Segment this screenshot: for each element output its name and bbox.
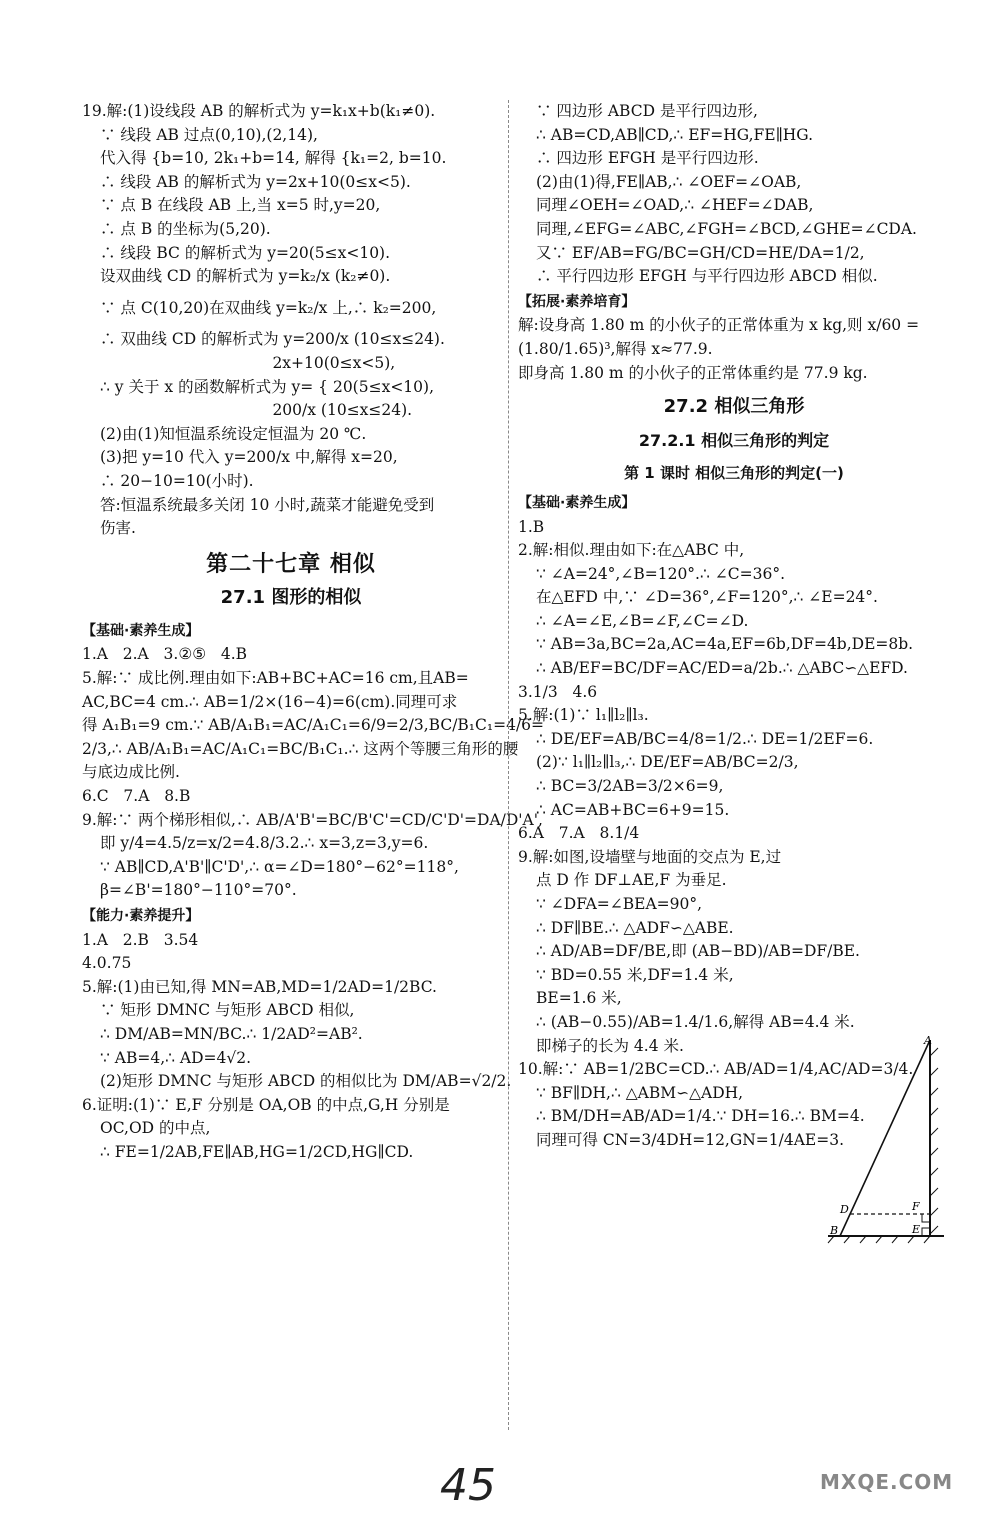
text-line: ∵ AB=3a,BC=2a,AC=4a,EF=6b,DF=4b,DE=8b. (536, 635, 914, 654)
text-line: ∴ y 关于 x 的函数解析式为 y= { 20(5≤x<10), (100, 377, 434, 396)
text-line: 9.解:如图,设墙壁与地面的交点为 E,过 (518, 847, 782, 866)
subsection-label: 【拓展·素养培育】 (518, 293, 636, 310)
right-angle-e (922, 1228, 930, 1236)
spacer (82, 320, 500, 328)
subsection-label: 【基础·素养生成】 (518, 494, 636, 511)
text-line: 1.A 2.A 3.②⑤ 4.B (82, 645, 248, 664)
text-line: ∵ 线段 AB 过点(0,10),(2,14), (100, 125, 318, 144)
section-heading: 第 1 课时 相似三角形的判定(一) (624, 464, 844, 483)
section-heading: 第二十七章 相似 (206, 551, 376, 577)
text-line: 2.解:相似.理由如下:在△ABC 中, (518, 541, 745, 560)
text-line: 同理,∠EFG=∠ABC,∠FGH=∠BCD,∠GHE=∠CDA. (536, 219, 917, 238)
label-b: B (830, 1224, 839, 1237)
text-line: 同理可得 CN=3/4DH=12,GN=1/4AE=3. (536, 1130, 845, 1149)
text-line: 10.解:∵ AB=1/2BC=CD.∴ AB/AD=1/4,AC/AD=3/4. (518, 1060, 914, 1079)
text-line: 得 A₁B₁=9 cm.∵ AB/A₁B₁=AC/A₁C₁=6/9=2/3,BC/B₁C₁=4/6= (82, 716, 545, 735)
text-line: 200/x (10≤x≤24). (100, 401, 413, 420)
text-line: 4.0.75 (82, 954, 132, 973)
text-line: 又∵ EF/AB=FG/BC=GH/CD=HE/DA=1/2, (536, 243, 865, 262)
text-line: BE=1.6 米, (536, 989, 622, 1008)
text-line: 解:设身高 1.80 m 的小伙子的正常体重为 x kg,则 x/60 = (518, 316, 920, 335)
column-divider (508, 100, 509, 1430)
text-line: 9.解:∵ 两个梯形相似,∴ AB/A'B'=BC/B'C'=CD/C'D'=DA/D'A', (82, 810, 543, 829)
text-line: 6.证明:(1)∵ E,F 分别是 OA,OB 的中点,G,H 分别是 (82, 1095, 450, 1114)
label-a: A (924, 1036, 932, 1047)
text-line: ∵ BD=0.55 米,DF=1.4 米, (536, 965, 734, 984)
text-line: 在△EFD 中,∵ ∠D=36°,∠F=120°,∴ ∠E=24°. (536, 588, 878, 607)
text-line: β=∠B'=180°−110°=70°. (100, 881, 297, 900)
text-line: 同理∠OEH=∠OAD,∴ ∠HEF=∠DAB, (536, 196, 814, 215)
text-line: AC,BC=4 cm.∴ AB=1/2×(16−4)=6(cm).同理可求 (82, 692, 458, 711)
text-line: (2)矩形 DMNC 与矩形 ABCD 的相似比为 DM/AB=√2/2. (100, 1072, 512, 1091)
text-line: 2/3,∴ AB/A₁B₁=AC/A₁C₁=BC/B₁C₁.∴ 这两个等腰三角形的腰 (82, 739, 519, 758)
text-line: ∴ 点 B 的坐标为(5,20). (100, 219, 271, 238)
subsection-label: 【能力·素养提升】 (82, 908, 200, 924)
text-line: ∴ DE/EF=AB/BC=4/8=1/2.∴ DE=1/2EF=6. (536, 729, 874, 748)
label-e: E (912, 1223, 921, 1236)
text-line: 伤害. (100, 519, 136, 538)
section-heading: 27.1 图形的相似 (220, 587, 362, 609)
text-line: 6.C 7.A 8.B (82, 787, 191, 806)
text-line: 与底边成比例. (82, 763, 180, 782)
text-line: (3)把 y=10 代入 y=200/x 中,解得 x=20, (100, 448, 398, 467)
text-line: ∴ AB/EF=BC/DF=AC/ED=a/2b.∴ △ABC∽△EFD. (536, 659, 908, 678)
right-column (518, 100, 950, 1153)
text-line: ∴ FE=1/2AB,FE∥AB,HG=1/2CD,HG∥CD. (100, 1142, 414, 1161)
text-line: 即梯子的长为 4.4 米. (536, 1036, 684, 1055)
text-line: ∴ 20−10=10(小时). (100, 471, 254, 490)
text-line: 即身高 1.80 m 的小伙子的正常体重约是 77.9 kg. (518, 363, 868, 382)
text-line: ∴ (AB−0.55)/AB=1.4/1.6,解得 AB=4.4 米. (536, 1012, 855, 1031)
text-line: ∴ AB=CD,AB∥CD,∴ EF=HG,FE∥HG. (536, 125, 814, 144)
text-line: (2)∵ l₁∥l₂∥l₃,∴ DE/EF=AB/BC=2/3, (536, 753, 799, 772)
section-heading: 27.2.1 相似三角形的判定 (638, 430, 830, 450)
text-line: (2)由(1)得,FE∥AB,∴ ∠OEF=∠OAB, (536, 172, 802, 191)
text-line: ∴ DF∥BE.∴ △ADF∽△ABE. (536, 918, 734, 937)
text-line: ∵ AB∥CD,A'B'∥C'D',∴ α=∠D=180°−62°=118°, (100, 857, 459, 876)
text-line: 19.解:(1)设线段 AB 的解析式为 y=k₁x+b(k₁≠0). (82, 102, 436, 120)
text-line: 3.1/3 4.6 (518, 682, 598, 701)
text-line: ∴ 线段 AB 的解析式为 y=2x+10(0≤x<5). (100, 172, 411, 191)
text-line: ∵ 矩形 DMNC 与矩形 ABCD 相似, (100, 1001, 355, 1020)
text-line: ∴ DM/AB=MN/BC.∴ 1/2AD²=AB². (100, 1024, 363, 1043)
text-line: 点 D 作 DF⊥AE,F 为垂足. (536, 871, 727, 890)
text-line: ∴ BC=3/2AB=3/2×6=9, (536, 777, 724, 796)
text-line: ∵ ∠DFA=∠BEA=90°, (536, 895, 703, 913)
left-column (82, 100, 545, 1165)
spacer (82, 289, 500, 297)
text-line: ∴ 平行四边形 EFGH 与平行四边形 ABCD 相似. (536, 267, 878, 286)
wall-hatch (930, 1048, 938, 1234)
text-line: ∵ 四边形 ABCD 是平行四边形, (536, 102, 758, 120)
label-d: D (840, 1203, 849, 1216)
text-line: 1.A 2.B 3.54 (82, 930, 199, 949)
right-angle-f (922, 1214, 930, 1222)
text-line: ∴ 线段 BC 的解析式为 y=20(5≤x<10). (100, 243, 391, 262)
text-line: ∵ 点 B 在线段 AB 上,当 x=5 时,y=20, (100, 196, 381, 215)
ground-hatch (828, 1236, 930, 1243)
text-line: 代入得 {b=10, 2k₁+b=14, 解得 {k₁=2, b=10. (100, 149, 447, 168)
text-line: 1.B (518, 517, 545, 536)
text-line: ∵ ∠A=24°,∠B=120°.∴ ∠C=36°. (536, 564, 786, 583)
text-line: ∴ AC=AB+BC=6+9=15. (536, 800, 730, 819)
label-f: F (912, 1200, 920, 1213)
subsection-label: 【基础·素养生成】 (82, 622, 200, 639)
text-line: ∴ BM/DH=AB/AD=1/4.∵ DH=16.∴ BM=4. (536, 1107, 865, 1126)
text-line: 2x+10(0≤x<5), (100, 353, 396, 372)
text-line: 5.解:(1)∵ l₁∥l₂∥l₃. (518, 706, 649, 725)
text-line: ∴ 四边形 EFGH 是平行四边形. (536, 149, 759, 168)
text-line: 设双曲线 CD 的解析式为 y=k₂/x (k₂≠0). (100, 267, 391, 286)
page-number: 45 (440, 1460, 496, 1511)
section-heading: 27.2 相似三角形 (663, 396, 805, 418)
text-line: (2)由(1)知恒温系统设定恒温为 20 ℃. (100, 424, 367, 443)
text-line: 6.A 7.A 8.1/4 (518, 824, 640, 843)
text-line: 5.解:∵ 成比例.理由如下:AB+BC+AC=16 cm,且AB= (82, 669, 469, 688)
text-line: ∴ ∠A=∠E,∠B=∠F,∠C=∠D. (536, 611, 749, 630)
text-line: OC,OD 的中点, (100, 1119, 211, 1138)
text-line: ∵ 点 C(10,20)在双曲线 y=k₂/x 上,∴ k₂=200, (100, 298, 437, 317)
text-line: (1.80/1.65)³,解得 x≈77.9. (518, 339, 713, 358)
text-line: ∵ AB=4,∴ AD=4√2. (100, 1048, 252, 1067)
text-line: ∵ BF∥DH,∴ △ABM∽△ADH, (536, 1083, 744, 1102)
text-line: 即 y/4=4.5/z=x/2=4.8/3.2.∴ x=3,z=3,y=6. (100, 834, 429, 853)
text-line: ∴ AD/AB=DF/BE,即 (AB−BD)/AB=DF/BE. (536, 942, 860, 961)
text-line: ∴ 双曲线 CD 的解析式为 y=200/x (10≤x≤24). (100, 330, 445, 349)
watermark: MXQE.COM (820, 1470, 954, 1494)
text-line: 5.解:(1)由已知,得 MN=AB,MD=1/2AD=1/2BC. (82, 977, 437, 996)
ladder-figure (826, 1036, 946, 1248)
text-line: 答:恒温系统最多关闭 10 小时,蔬菜才能避免受到 (100, 495, 435, 514)
